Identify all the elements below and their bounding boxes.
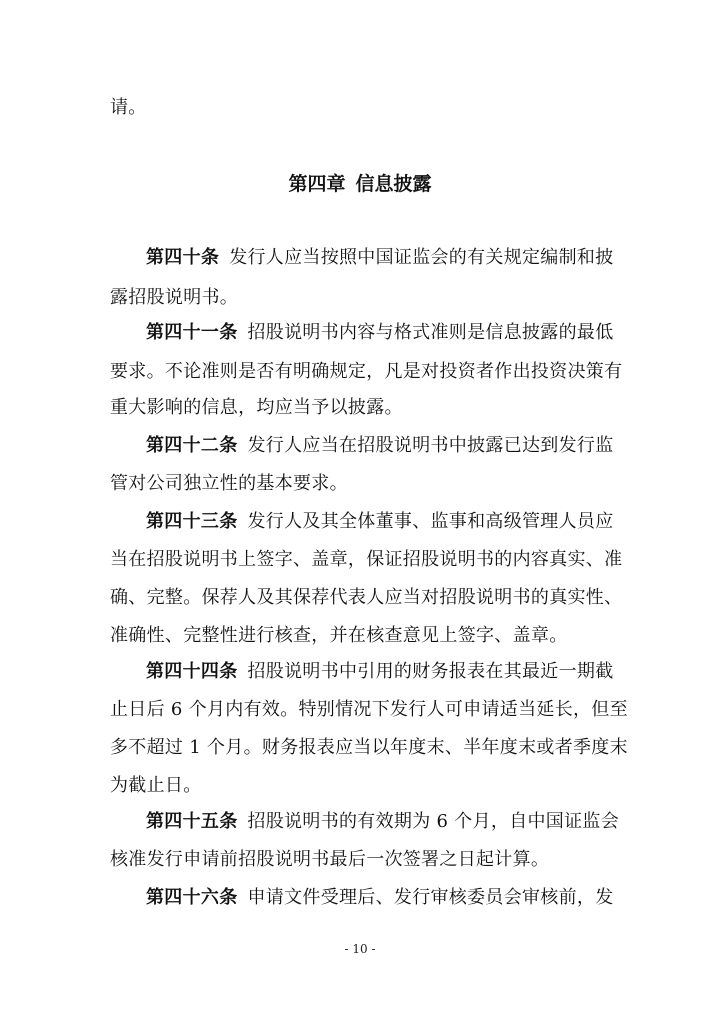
article-40-label: 第四十条 <box>146 247 220 268</box>
article-41-line-2: 要求。不论准则是否有明确规定，凡是对投资者作出投资决策有 <box>110 361 623 382</box>
article-40-text-1: 发行人应当按照中国证监会的有关规定编制和披 <box>229 247 614 268</box>
article-44-line-1 <box>146 661 614 682</box>
article-45-label: 第四十五条 <box>146 811 238 832</box>
article-44-line-4: 为截止日。 <box>110 775 202 796</box>
article-41-label: 第四十一条 <box>146 322 238 343</box>
article-46-text-1: 申请文件受理后、发行审核委员会审核前，发 <box>247 887 614 908</box>
chapter-number: 第四章 <box>288 173 346 195</box>
article-41-line-1 <box>146 322 614 343</box>
article-44-line-3: 多不超过 1 个月。财务报表应当以年度末、半年度末或者季度末 <box>110 737 628 758</box>
article-43-text-1: 发行人及其全体董事、监事和高级管理人员应 <box>247 511 614 532</box>
article-46-label: 第四十六条 <box>146 887 238 908</box>
article-44-label: 第四十四条 <box>146 661 238 682</box>
article-40-line-1 <box>146 247 614 268</box>
article-43-line-4: 准确性、完整性进行核查，并在核查意见上签字、盖章。 <box>110 625 568 646</box>
article-43-line-2: 当在招股说明书上签字、盖章，保证招股说明书的内容真实、准 <box>110 549 623 570</box>
continued-line: 请。 <box>110 97 147 118</box>
article-43-line-3: 确、完整。保荐人及其保荐代表人应当对招股说明书的真实性、 <box>110 587 623 608</box>
article-46-line-1 <box>146 887 614 908</box>
article-43-line-1 <box>146 511 614 532</box>
article-42-line-1 <box>146 435 614 456</box>
article-42-label: 第四十二条 <box>146 435 238 456</box>
article-43-label: 第四十三条 <box>146 511 238 532</box>
page-number: - 10 - <box>344 942 376 956</box>
article-42-line-2: 管对公司独立性的基本要求。 <box>110 473 348 494</box>
article-42-text-1: 发行人应当在招股说明书中披露已达到发行监 <box>247 435 614 456</box>
chapter-heading <box>0 173 720 195</box>
article-44-line-2: 止日后 6 个月内有效。特别情况下发行人可申请适当延长，但至 <box>110 699 628 720</box>
article-45-line-1 <box>146 811 619 832</box>
article-41-text-1: 招股说明书内容与格式准则是信息披露的最低 <box>247 322 614 343</box>
article-41-line-3: 重大影响的信息，均应当予以披露。 <box>110 397 403 418</box>
chapter-title: 信息披露 <box>355 173 432 195</box>
article-44-text-1: 招股说明书中引用的财务报表在其最近一期截 <box>247 661 614 682</box>
article-45-text-1: 招股说明书的有效期为 6 个月，自中国证监会 <box>247 811 619 832</box>
article-45-line-2: 核准发行申请前招股说明书最后一次签署之日起计算。 <box>110 849 550 870</box>
article-40-line-2: 露招股说明书。 <box>110 287 239 308</box>
